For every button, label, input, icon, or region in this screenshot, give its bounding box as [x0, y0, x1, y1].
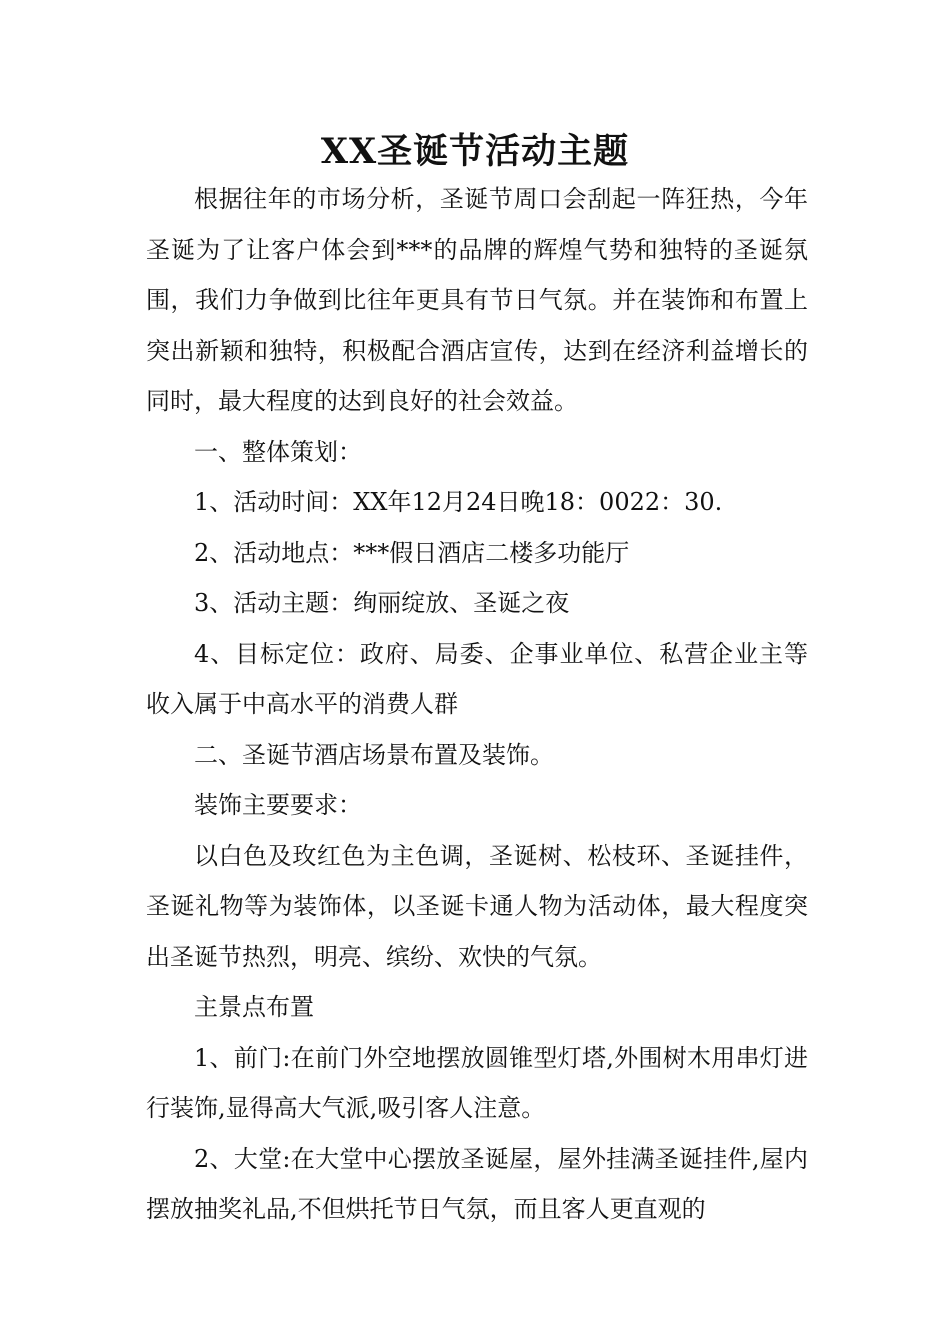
- item-activity-location: 2、活动地点：***假日酒店二楼多功能厅: [194, 538, 630, 567]
- subheading-decoration-requirements: 装饰主要要求：: [194, 791, 362, 819]
- paragraph-intro: 根据往年的市场分析，圣诞节周口会刮起一阵狂热，今年圣诞为了让客户体会到***的品牌的辉煌气势和独特的圣诞氛围，我们力争做到比往年更具有节日气氛。并在装饰和布置上突出新颖和独特，积极配合酒店宣传，达到在经济利益增长的同时，最大程度的达到良好的社会效益。: [146, 185, 808, 415]
- paragraph-decoration-colors: 以白色及玫红色为主色调，圣诞树、松枝环、圣诞挂件，圣诞礼物等为装饰体，以圣诞卡通人物为活动体，最大程度突出圣诞节热烈，明亮、缤纷、欢快的气氛。: [146, 841, 808, 971]
- section-heading-decoration: 二、圣诞节酒店场景布置及装饰。: [194, 740, 554, 769]
- item-front-door: 1、前门:在前门外空地摆放圆锥型灯塔,外围树木用串灯进行装饰,显得高大气派,吸引客人注意。: [146, 1043, 808, 1122]
- item-activity-time: 1、活动时间：XX年12月24日晚18：0022：30.: [194, 488, 723, 516]
- item-lobby: 2、大堂:在大堂中心摆放圣诞屋，屋外挂满圣诞挂件,屋内摆放抽奖礼品,不但烘托节日气氛，而且客人更直观的: [146, 1144, 808, 1223]
- section-heading-overall-plan: 一、整体策划：: [194, 437, 362, 466]
- document-title: XX圣诞节活动主题: [320, 131, 630, 172]
- item-target-audience: 4、目标定位：政府、局委、企事业单位、私营企业主等收入属于中高水平的消费人群: [146, 639, 808, 718]
- item-activity-theme: 3、活动主题：绚丽绽放、圣诞之夜: [194, 589, 570, 617]
- subheading-main-scenes: 主景点布置: [194, 993, 314, 1021]
- document-body: [146, 174, 808, 1235]
